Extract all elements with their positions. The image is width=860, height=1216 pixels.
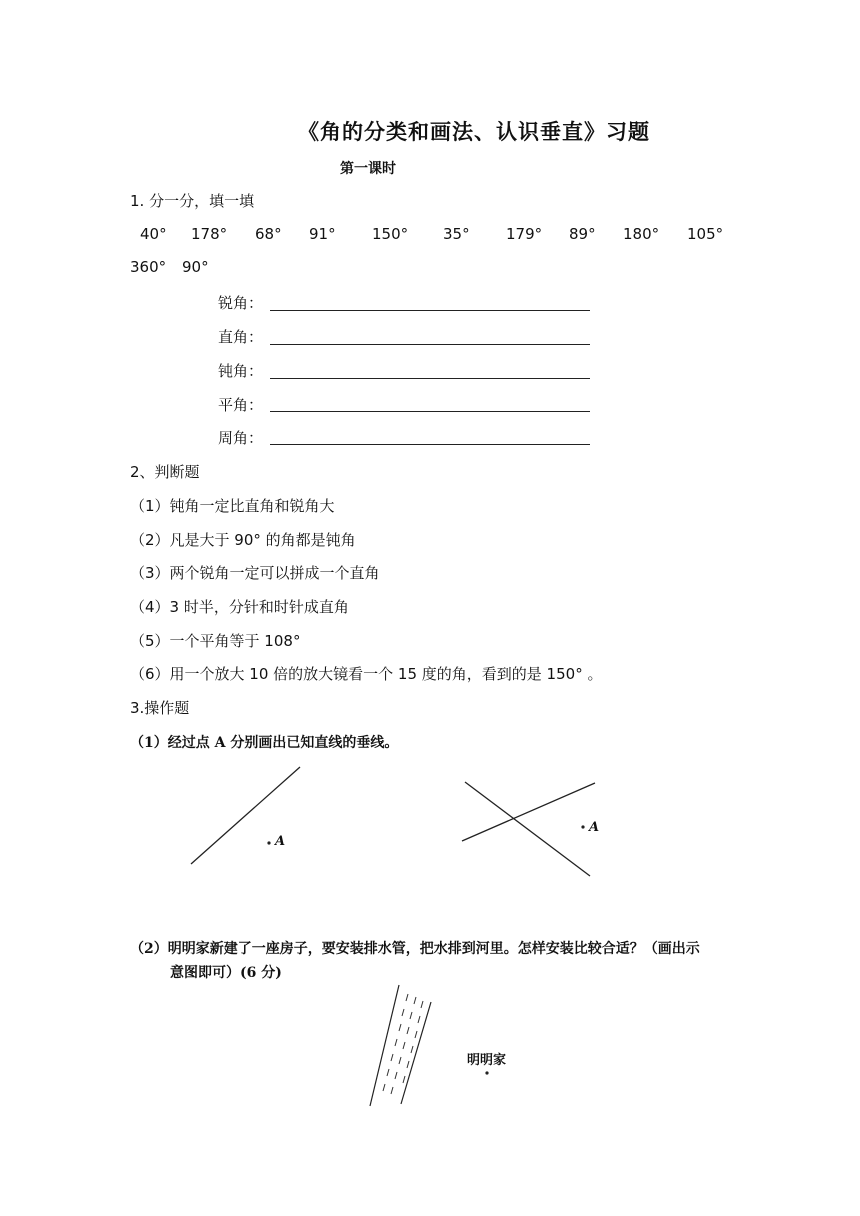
q1-heading: 1. 分一分，填一填 — [130, 192, 255, 210]
right-answer-line[interactable] — [270, 344, 590, 345]
angle-value: 68° — [255, 225, 282, 243]
angle-value: 40° — [140, 225, 167, 243]
angle-value: 105° — [687, 225, 724, 243]
full-answer-line[interactable] — [270, 444, 590, 445]
angle-value: 150° — [372, 225, 409, 243]
angle-value: 35° — [443, 225, 470, 243]
q3-heading: 3.操作题 — [130, 699, 190, 717]
angle-value: 180° — [623, 225, 660, 243]
figure-line-1 — [185, 762, 305, 868]
page-subtitle: 第一课时 — [340, 161, 396, 177]
category-full: 周角： — [218, 429, 264, 447]
page-title: 《角的分类和画法、认识垂直》习题 — [298, 119, 650, 144]
angle-value: 90° — [182, 258, 209, 276]
point-a-label: A — [275, 834, 286, 849]
q2-heading: 2、判断题 — [130, 463, 200, 481]
category-right: 直角： — [218, 328, 264, 346]
acute-answer-line[interactable] — [270, 310, 590, 311]
straight-answer-line[interactable] — [270, 411, 590, 412]
angle-value: 178° — [191, 225, 228, 243]
judge-item: （3）两个锐角一定可以拼成一个直角 — [130, 564, 380, 582]
q3-part1-text: （1）经过点 A 分别画出已知直线的垂线。 — [130, 735, 399, 751]
category-straight: 平角： — [218, 396, 264, 414]
obtuse-answer-line[interactable] — [270, 378, 590, 379]
house-label: 明明家 — [467, 1053, 507, 1068]
q3-part2-text: （2）明明家新建了一座房子，要安装排水管，把水排到河里。怎样安装比较合适？（画出示 — [130, 941, 700, 957]
category-obtuse: 钝角： — [218, 362, 264, 380]
figure-intersecting-lines — [460, 778, 600, 880]
angle-value: 91° — [309, 225, 336, 243]
category-acute: 锐角： — [218, 294, 264, 312]
judge-item: （2）凡是大于 90° 的角都是钝角 — [130, 531, 356, 549]
judge-item: （1）钝角一定比直角和锐角大 — [130, 497, 335, 515]
judge-item: （6）用一个放大 10 倍的放大镜看一个 15 度的角，看到的是 150° 。 — [130, 665, 603, 683]
q3-part2-text-cont: 意图即可）(6 分) — [170, 965, 282, 981]
angle-value: 89° — [569, 225, 596, 243]
river-figure — [366, 982, 476, 1112]
point-a-label: A — [589, 820, 600, 835]
judge-item: （4）3 时半，分针和时针成直角 — [130, 598, 349, 616]
judge-item: （5）一个平角等于 108° — [130, 632, 301, 650]
angle-value: 360° — [130, 258, 167, 276]
angle-value: 179° — [506, 225, 543, 243]
